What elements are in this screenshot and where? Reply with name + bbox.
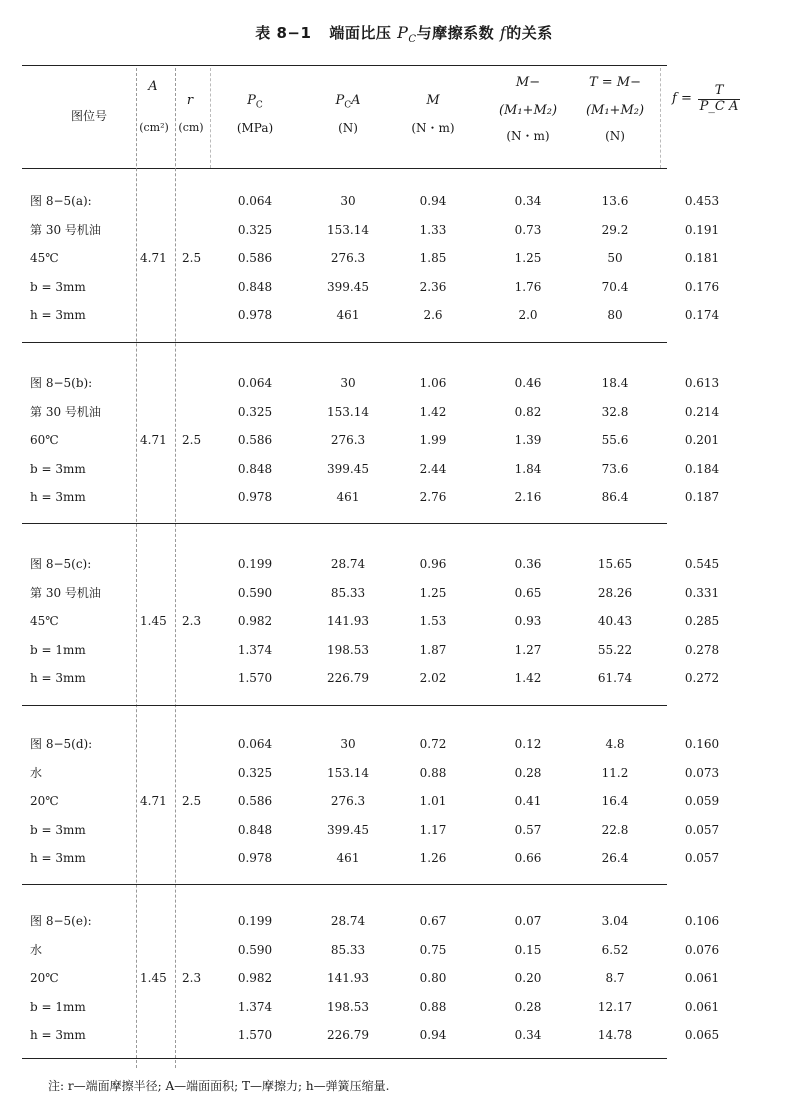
table-cell: 0.590 [237,585,273,600]
table-cell: 226.79 [327,1028,369,1042]
table-cell: 0.325 [237,404,273,419]
group-label-line: b = 1mm [30,642,86,657]
table-cell: 1.42 [514,671,542,685]
table-cell: 0.586 [237,794,273,808]
group-label-line: 45℃ [30,614,59,628]
table-cell: 28.74 [330,914,366,928]
group-area-value: 1.45 [140,614,167,628]
table-cell: 2.02 [419,671,447,685]
table-cell: 276.3 [330,251,366,265]
table-cell: 399.45 [327,822,369,837]
table-cell: 28.74 [330,557,366,571]
table-cell: 0.12 [514,737,542,751]
header-rule [22,168,667,169]
header-pca-unit: (N) [338,121,358,135]
group-label-line: 图 8−5(b): [30,376,93,390]
table-cell: 0.94 [419,194,447,208]
table-cell: 0.057 [684,822,720,837]
table-cell: 1.25 [419,585,447,600]
table-cell: 0.174 [684,308,720,322]
table-cell: 0.214 [684,404,720,419]
table-cell: 461 [336,490,360,504]
table-cell: 1.85 [419,251,447,265]
table-cell: 3.04 [601,914,629,928]
table-cell: 1.06 [419,376,447,390]
group-label-line: h = 3mm [30,671,86,685]
table-cell: 276.3 [330,794,366,808]
table-cell: 2.6 [423,308,443,322]
table-cell: 0.061 [684,999,720,1014]
bottom-rule [22,1058,667,1059]
group-label-line: b = 3mm [30,279,86,294]
table-cell: 153.14 [327,404,369,419]
table-cell: 70.4 [601,279,629,294]
table-cell: 0.061 [684,971,720,985]
group-label-line: 水 [30,765,43,780]
group-label-line: b = 3mm [30,822,86,837]
table-cell: 0.93 [514,614,542,628]
table-cell: 30 [340,737,356,751]
group-label-line: 水 [30,942,43,957]
table-cell: 0.15 [514,942,542,957]
table-cell: 0.057 [684,851,720,865]
table-cell: 1.17 [419,822,447,837]
table-cell: 0.41 [514,794,542,808]
header-pc-unit: (MPa) [236,121,274,135]
group-label-line: 图 8−5(e): [30,914,92,928]
table-cell: 2.16 [514,490,542,504]
table-cell: 0.181 [684,251,720,265]
table-cell: 1.570 [237,1028,273,1042]
header-pca: $P_CA$ [335,93,361,111]
table-cell: 32.8 [601,404,629,419]
group-label-line: h = 3mm [30,1028,86,1042]
table-cell: 6.52 [601,942,629,957]
table-cell: 0.66 [514,851,542,865]
table-cell: 2.44 [419,461,447,476]
table-cell: 0.46 [514,376,542,390]
table-cell: 0.28 [514,999,542,1014]
table-cell: 1.39 [514,433,542,447]
table-cell: 1.25 [514,251,542,265]
table-cell: 1.33 [419,222,447,237]
group-label-line: 图 8−5(c): [30,557,92,571]
table-title [0,22,808,45]
header-f-num: T [714,83,724,98]
table-cell: 29.2 [601,222,629,237]
table-cell: 50 [607,251,623,265]
table-cell: 0.106 [684,914,720,928]
table-cell: 0.848 [237,822,273,837]
table-cell: 1.84 [514,461,542,476]
table-cell: 198.53 [327,642,369,657]
header-f-lhs: f = [672,90,692,106]
table-cell: 22.8 [601,822,629,837]
group-label-line: 图 8−5(a): [30,194,92,208]
group-label-line: 第 30 号机油 [30,222,101,237]
table-cell: 0.199 [237,914,273,928]
table-cell: 226.79 [327,671,369,685]
header-f-den: P_C A [699,98,739,114]
table-cell: 0.34 [514,1028,542,1042]
table-cell: 0.325 [237,222,273,237]
title-f-symbol: f [499,23,507,42]
table-cell: 0.059 [684,794,720,808]
table-cell: 86.4 [601,490,629,504]
table-cell: 0.453 [684,194,720,208]
table-cell: 2.76 [419,490,447,504]
table-cell: 0.076 [684,942,720,957]
table-cell: 0.325 [237,765,273,780]
group-label-line: h = 3mm [30,490,86,504]
header-mm-unit: (N・m) [506,129,550,143]
table-cell: 0.613 [684,376,720,390]
vsep-pc [210,68,211,168]
table-cell: 0.96 [419,557,447,571]
table-cell: 11.2 [601,765,629,780]
group-label-line: h = 3mm [30,308,86,322]
table-cell: 0.272 [684,671,720,685]
table-cell: 153.14 [327,222,369,237]
group-label-line: 45℃ [30,251,59,265]
title-prefix: 端面比压 [329,24,398,42]
table-cell: 0.88 [419,999,447,1014]
table-cell: 0.201 [684,433,720,447]
header-mm-line1: M− [515,75,541,90]
group-label-line: b = 1mm [30,999,86,1014]
table-cell: 0.160 [684,737,720,751]
table-cell: 0.848 [237,279,273,294]
title-pc-symbol: P [397,23,409,42]
table-cell: 0.80 [419,971,447,985]
table-cell: 399.45 [327,279,369,294]
header-f-formula [672,84,762,115]
table-cell: 1.570 [237,671,273,685]
table-cell: 0.982 [237,614,273,628]
table-cell: 276.3 [330,433,366,447]
title-middle: 与摩擦系数 [416,24,500,42]
table-cell: 26.4 [601,851,629,865]
table-cell: 0.545 [684,557,720,571]
table-cell: 0.064 [237,737,273,751]
group-area-value: 4.71 [140,794,167,808]
table-cell: 1.27 [514,642,542,657]
group-radius-value: 2.5 [182,794,202,808]
table-cell: 1.26 [419,851,447,865]
table-cell: 0.278 [684,642,720,657]
table-cell: 15.65 [597,557,633,571]
group-radius-value: 2.5 [182,433,202,447]
table-cell: 73.6 [601,461,629,476]
table-cell: 0.187 [684,490,720,504]
group-label-line: 图 8−5(d): [30,737,93,751]
header-r-unit: (cm) [178,121,204,134]
table-cell: 14.78 [597,1028,633,1042]
group-label-line: 20℃ [30,794,59,808]
table-cell: 1.76 [514,279,542,294]
table-cell: 61.74 [597,671,633,685]
group-rule-1 [22,342,667,343]
group-label-line: h = 3mm [30,851,86,865]
table-cell: 1.99 [419,433,447,447]
table-cell: 461 [336,851,360,865]
table-cell: 0.73 [514,222,542,237]
top-rule [22,65,667,66]
table-cell: 0.67 [419,914,447,928]
table-cell: 0.073 [684,765,720,780]
table-cell: 1.42 [419,404,447,419]
table-cell: 198.53 [327,999,369,1014]
header-t-line1: T = M− [588,75,642,90]
vsep-r [175,68,176,1068]
group-radius-value: 2.3 [182,614,202,628]
table-cell: 1.01 [419,794,447,808]
group-radius-value: 2.5 [182,251,202,265]
table-cell: 0.978 [237,308,273,322]
table-cell: 18.4 [601,376,629,390]
group-label-line: 60℃ [30,433,59,447]
table-cell: 16.4 [601,794,629,808]
table-cell: 0.586 [237,251,273,265]
table-number: 表 8−1 [255,24,312,42]
table-cell: 0.75 [419,942,447,957]
table-cell: 153.14 [327,765,369,780]
group-rule-2 [22,523,667,524]
table-cell: 0.28 [514,765,542,780]
table-cell: 0.82 [514,404,542,419]
group-label-line: b = 3mm [30,461,86,476]
table-cell: 0.72 [419,737,447,751]
group-label-line: 第 30 号机油 [30,404,101,419]
table-cell: 0.331 [684,585,720,600]
table-cell: 85.33 [330,585,366,600]
table-cell: 85.33 [330,942,366,957]
title-pc-sub: C [408,34,417,45]
table-cell: 30 [340,194,356,208]
table-cell: 0.88 [419,765,447,780]
table-cell: 0.65 [514,585,542,600]
table-cell: 0.184 [684,461,720,476]
table-cell: 1.374 [237,999,273,1014]
header-mm-line2: (M₁+M₂) [498,103,558,118]
header-figure: 图位号 [70,109,107,123]
table-cell: 0.982 [237,971,273,985]
group-area-value: 4.71 [140,433,167,447]
group-label-line: 第 30 号机油 [30,585,101,600]
table-cell: 30 [340,376,356,390]
group-label-line: 20℃ [30,971,59,985]
table-cell: 0.36 [514,557,542,571]
table-cell: 1.374 [237,642,273,657]
table-cell: 13.6 [601,194,629,208]
vsep-t [660,68,661,168]
table-cell: 141.93 [327,614,369,628]
table-cell: 80 [607,308,623,322]
table-cell: 0.065 [684,1028,720,1042]
table-cell: 1.87 [419,642,447,657]
table-cell: 399.45 [327,461,369,476]
header-t-line2: (M₁+M₂) [585,103,645,118]
table-cell: 0.064 [237,194,273,208]
group-area-value: 1.45 [140,971,167,985]
group-rule-3 [22,705,667,706]
table-cell: 55.6 [601,433,629,447]
vsep-a [136,68,137,1068]
table-cell: 0.586 [237,433,273,447]
table-cell: 0.57 [514,822,542,837]
header-a-symbol: A [148,79,158,94]
header-t-unit: (N) [605,129,625,143]
header-r-symbol: r [186,93,194,108]
table-cell: 0.590 [237,942,273,957]
table-cell: 0.285 [684,614,720,628]
table-cell: 4.8 [605,737,625,751]
header-pc: $P_C$ [247,93,263,111]
table-cell: 12.17 [597,999,633,1014]
table-cell: 0.176 [684,279,720,294]
table-cell: 2.0 [518,308,538,322]
table-cell: 0.94 [419,1028,447,1042]
table-cell: 28.26 [597,585,633,600]
table-cell: 0.20 [514,971,542,985]
table-cell: 2.36 [419,279,447,294]
group-area-value: 4.71 [140,251,167,265]
table-cell: 0.34 [514,194,542,208]
table-cell: 0.978 [237,490,273,504]
table-cell: 0.064 [237,376,273,390]
table-cell: 40.43 [597,614,633,628]
header-a-unit: (cm²) [139,121,169,134]
table-cell: 141.93 [327,971,369,985]
table-cell: 55.22 [597,642,633,657]
table-cell: 8.7 [605,971,625,985]
title-suffix: 的关系 [506,24,553,42]
group-rule-4 [22,884,667,885]
table-footnote: 注: r—端面摩擦半径; A—端面面积; T—摩擦力; h—弹簧压缩量. [48,1079,390,1093]
header-m: M [426,93,440,108]
table-cell: 0.978 [237,851,273,865]
table-cell: 0.199 [237,557,273,571]
header-m-unit: (N・m) [411,121,455,135]
table-cell: 0.07 [514,914,542,928]
table-cell: 0.848 [237,461,273,476]
group-radius-value: 2.3 [182,971,202,985]
table-cell: 0.191 [684,222,720,237]
table-cell: 461 [336,308,360,322]
table-cell: 1.53 [419,614,447,628]
